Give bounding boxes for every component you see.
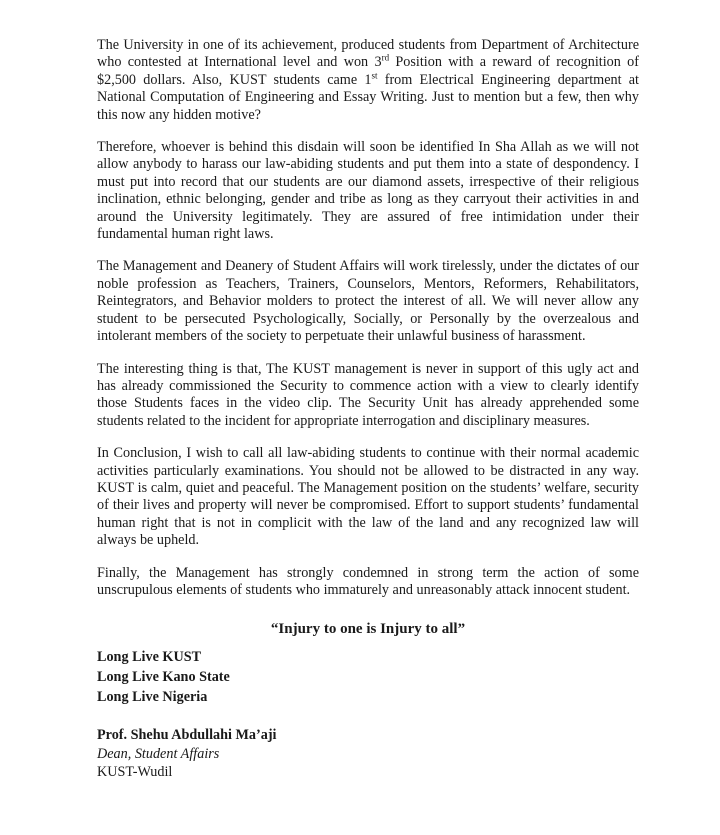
ordinal-suffix: rd xyxy=(381,52,390,63)
paragraph-text: Position with a reward of recognition of $2,500 dollars. Also, KUST students came 1 xyxy=(97,54,639,88)
signatory-institution: KUST-Wudil xyxy=(97,763,173,780)
ordinal-suffix: st xyxy=(371,70,378,81)
paragraph-conclusion xyxy=(97,445,639,549)
paragraph-text: The Management and Deanery of Student Affairs will work tirelessly, under the dictates of our noble profession as Teachers, Trainers, Counselors, Mentors, Reformers, Rehabilitators, Reintegrators, and Behavior molders to protect the interest of all. We will never allow any student to be persecuted Psychologically, Socially, or Personally by the overzealous and intolerant members of the society to perpetuate their unlawful business of harassment. xyxy=(97,258,639,345)
motto: “Injury to one is Injury to all” xyxy=(270,621,466,638)
signatory-title: Dean, Student Affairs xyxy=(97,745,220,762)
long-live-line: Long Live Nigeria xyxy=(97,688,208,705)
paragraph-text: Therefore, whoever is behind this disdain will soon be identified In Sha Allah as we will not allow anybody to harass our law-abiding students and put them into a state of despondency. I must put into record that our students are our diamond assets, irrespective of their religious inclination, ethnic belonging, gender and tribe as long as they carryout their activities in and around the University legitimately. They are assured of free intimidation under their fundamental human right laws. xyxy=(97,139,639,243)
long-live-line: Long Live Kano State xyxy=(97,668,230,685)
paragraph-text: from Electrical Engineering department at National Computation of Engineering and Essay Writing. Just to mention but a few, then why this now any hidden motive? xyxy=(97,71,639,123)
signature-block xyxy=(97,725,639,781)
paragraph-security-action xyxy=(97,361,639,431)
document-body xyxy=(97,37,639,781)
signatory-name: Prof. Shehu Abdullahi Ma’aji xyxy=(97,726,277,743)
long-live-list xyxy=(97,647,639,707)
paragraph-text: The University in one of its achievement, produced students from Department of Architecture who contested at International level and won 3 xyxy=(97,37,639,71)
paragraph-management-deanery xyxy=(97,258,639,345)
long-live-line: Long Live KUST xyxy=(97,648,202,665)
paragraph-finally xyxy=(97,565,639,600)
paragraph-achievements xyxy=(97,37,639,124)
paragraph-text: Finally, the Management has strongly condemned in strong term the action of some unscrupulous elements of students who immaturely and unreasonably attack innocent student. xyxy=(97,564,639,598)
paragraph-text: In Conclusion, I wish to call all law-abiding students to continue with their normal academic activities particularly examinations. You should not be allowed to be distracted in any way. KUST is calm, quiet and peaceful. The Management position on the students’ welfare, security of their lives and property will never be compromised. Effort to support students’ fundamental human right that is not in complicit with the law of the land and any recognized law will always be upheld. xyxy=(97,445,639,549)
paragraph-therefore xyxy=(97,139,639,243)
paragraph-text: The interesting thing is that, The KUST management is never in support of this ugly act and has already commissioned the Security to commence action with a view to clearly identify those Students faces in the video clip. The Security Unit has already apprehended some students related to the incident for appropriate interrogation and disciplinary measures. xyxy=(97,360,639,429)
